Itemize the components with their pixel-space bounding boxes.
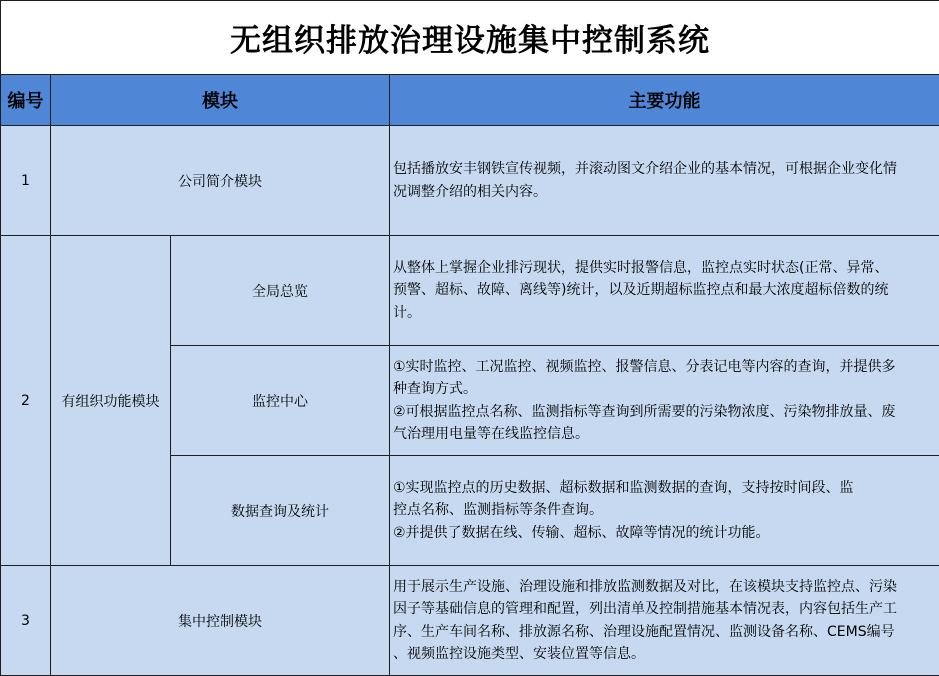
module-name: 公司简介模块 [51,126,390,236]
table-row [1,126,939,236]
function-description [390,456,939,566]
description-line: 控点名称、监测指标等条件查询。 [393,502,603,519]
description-line: ①实现监控点的历史数据、超标数据和监测数据的查询，支持按时间段、监 [393,479,854,496]
function-description [390,566,939,676]
row-number: 3 [1,566,51,676]
table-row [1,236,939,346]
description-line: 用于展示生产设施、治理设施和排放监测数据及对比，在该模块支持监控点、污染 [393,578,897,595]
row-number: 2 [1,236,51,566]
table-row [1,566,939,676]
description-line: 计。 [393,304,421,321]
header-module: 模块 [51,75,390,126]
description-line: ①实时监控、工况监控、视频监控、报警信息、分表记电等内容的查询，并提供多 [393,358,896,375]
description-line: 序、生产车间名称、排放源名称、治理设施配置情况、监测设备名称、CEMS编号 [393,623,895,640]
description-line: 种查询方式。 [393,381,477,397]
submodule-name: 数据查询及统计 [171,456,390,566]
description-line: 气治理用电量等在线监控信息。 [393,426,589,442]
page-title: 无组织排放治理设施集中控制系统 [1,1,939,75]
function-description [390,126,939,236]
submodule-name: 全局总览 [171,236,390,346]
row-number: 1 [1,126,51,236]
module-name: 集中控制模块 [51,566,390,676]
description-line: 况调整介绍的相关内容。 [393,183,547,200]
description-line: 包括播放安丰钢铁宣传视频，并滚动图文介绍企业的基本情况，可根据企业变化情 [393,161,897,177]
header-no: 编号 [1,75,51,126]
description-line: 从整体上掌握企业排污现状，提供实时报警信息，监控点实时状态(正常、异常、 [393,259,889,276]
submodule-name: 监控中心 [171,346,390,456]
description-line: ②可根据监控点名称、监测指标等查询到所需要的污染物浓度、污染物排放量、废 [393,403,896,420]
function-description [390,346,939,456]
description-line: 预警、超标、故障、离线等)统计，以及近期超标监控点和最大浓度超标倍数的统 [393,282,889,299]
module-name: 有组织功能模块 [51,236,171,566]
description-line: ②并提供了数据在线、传输、超标、故障等情况的统计功能。 [393,524,770,541]
header-function: 主要功能 [390,75,939,126]
description-line: 因子等基础信息的管理和配置，列出清单及控制措施基本情况表，内容包括生产工 [393,601,897,617]
function-description [390,236,939,346]
description-line: 、视频监控设施类型、安装位置等信息。 [393,646,645,662]
